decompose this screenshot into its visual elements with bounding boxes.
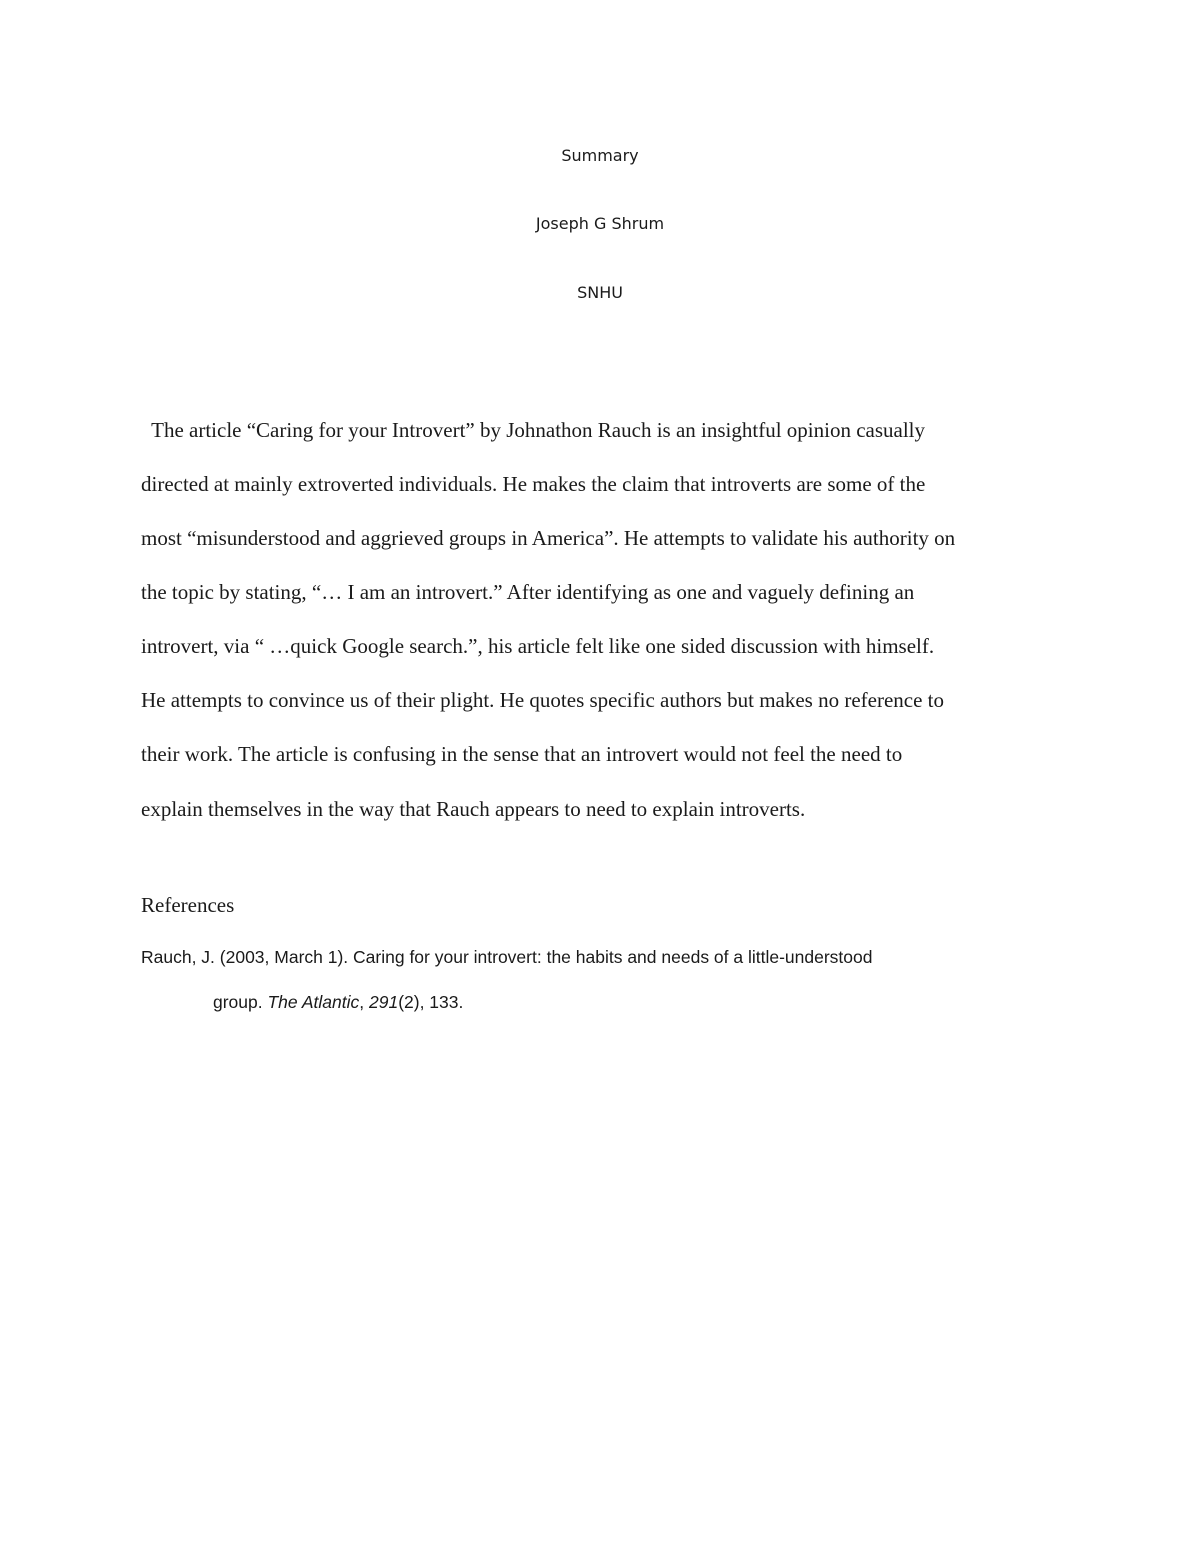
body-paragraph-line: the topic by stating, “… I am an introvert.” After identifying as one and vaguely defining an bbox=[141, 580, 915, 604]
page-title: Summary bbox=[561, 146, 639, 165]
body-paragraph-line: directed at mainly extroverted individuals. He makes the claim that introverts are some of the bbox=[141, 472, 926, 496]
body-paragraph-line: most “misunderstood and aggrieved groups in America”. He attempts to validate his authority on bbox=[141, 526, 956, 550]
author-name: Joseph G Shrum bbox=[535, 214, 665, 233]
reference-entry-line: Rauch, J. (2003, March 1). Caring for your introvert: the habits and needs of a little-understood bbox=[141, 947, 873, 967]
journal-title: The Atlantic bbox=[267, 992, 360, 1012]
body-paragraph-line: He attempts to convince us of their plight. He quotes specific authors but makes no reference to bbox=[141, 688, 945, 712]
body-paragraph-line: introvert, via “ …quick Google search.”, his article felt like one sided discussion with himself. bbox=[141, 634, 935, 658]
references-heading: References bbox=[141, 893, 235, 917]
reference-entry-continuation bbox=[213, 991, 463, 1013]
reference-text: group. bbox=[213, 992, 268, 1012]
body-paragraph-line: their work. The article is confusing in the sense that an introvert would not feel the need to bbox=[141, 742, 903, 766]
body-paragraph-line: The article “Caring for your Introvert” by Johnathon Rauch is an insightful opinion casually bbox=[141, 418, 926, 442]
institution-name: SNHU bbox=[577, 283, 623, 302]
reference-issue-pages: (2), 133. bbox=[398, 992, 464, 1012]
body-paragraph-line: explain themselves in the way that Rauch appears to need to explain introverts. bbox=[141, 797, 806, 821]
reference-separator: , bbox=[359, 992, 369, 1012]
journal-volume: 291 bbox=[368, 992, 399, 1012]
